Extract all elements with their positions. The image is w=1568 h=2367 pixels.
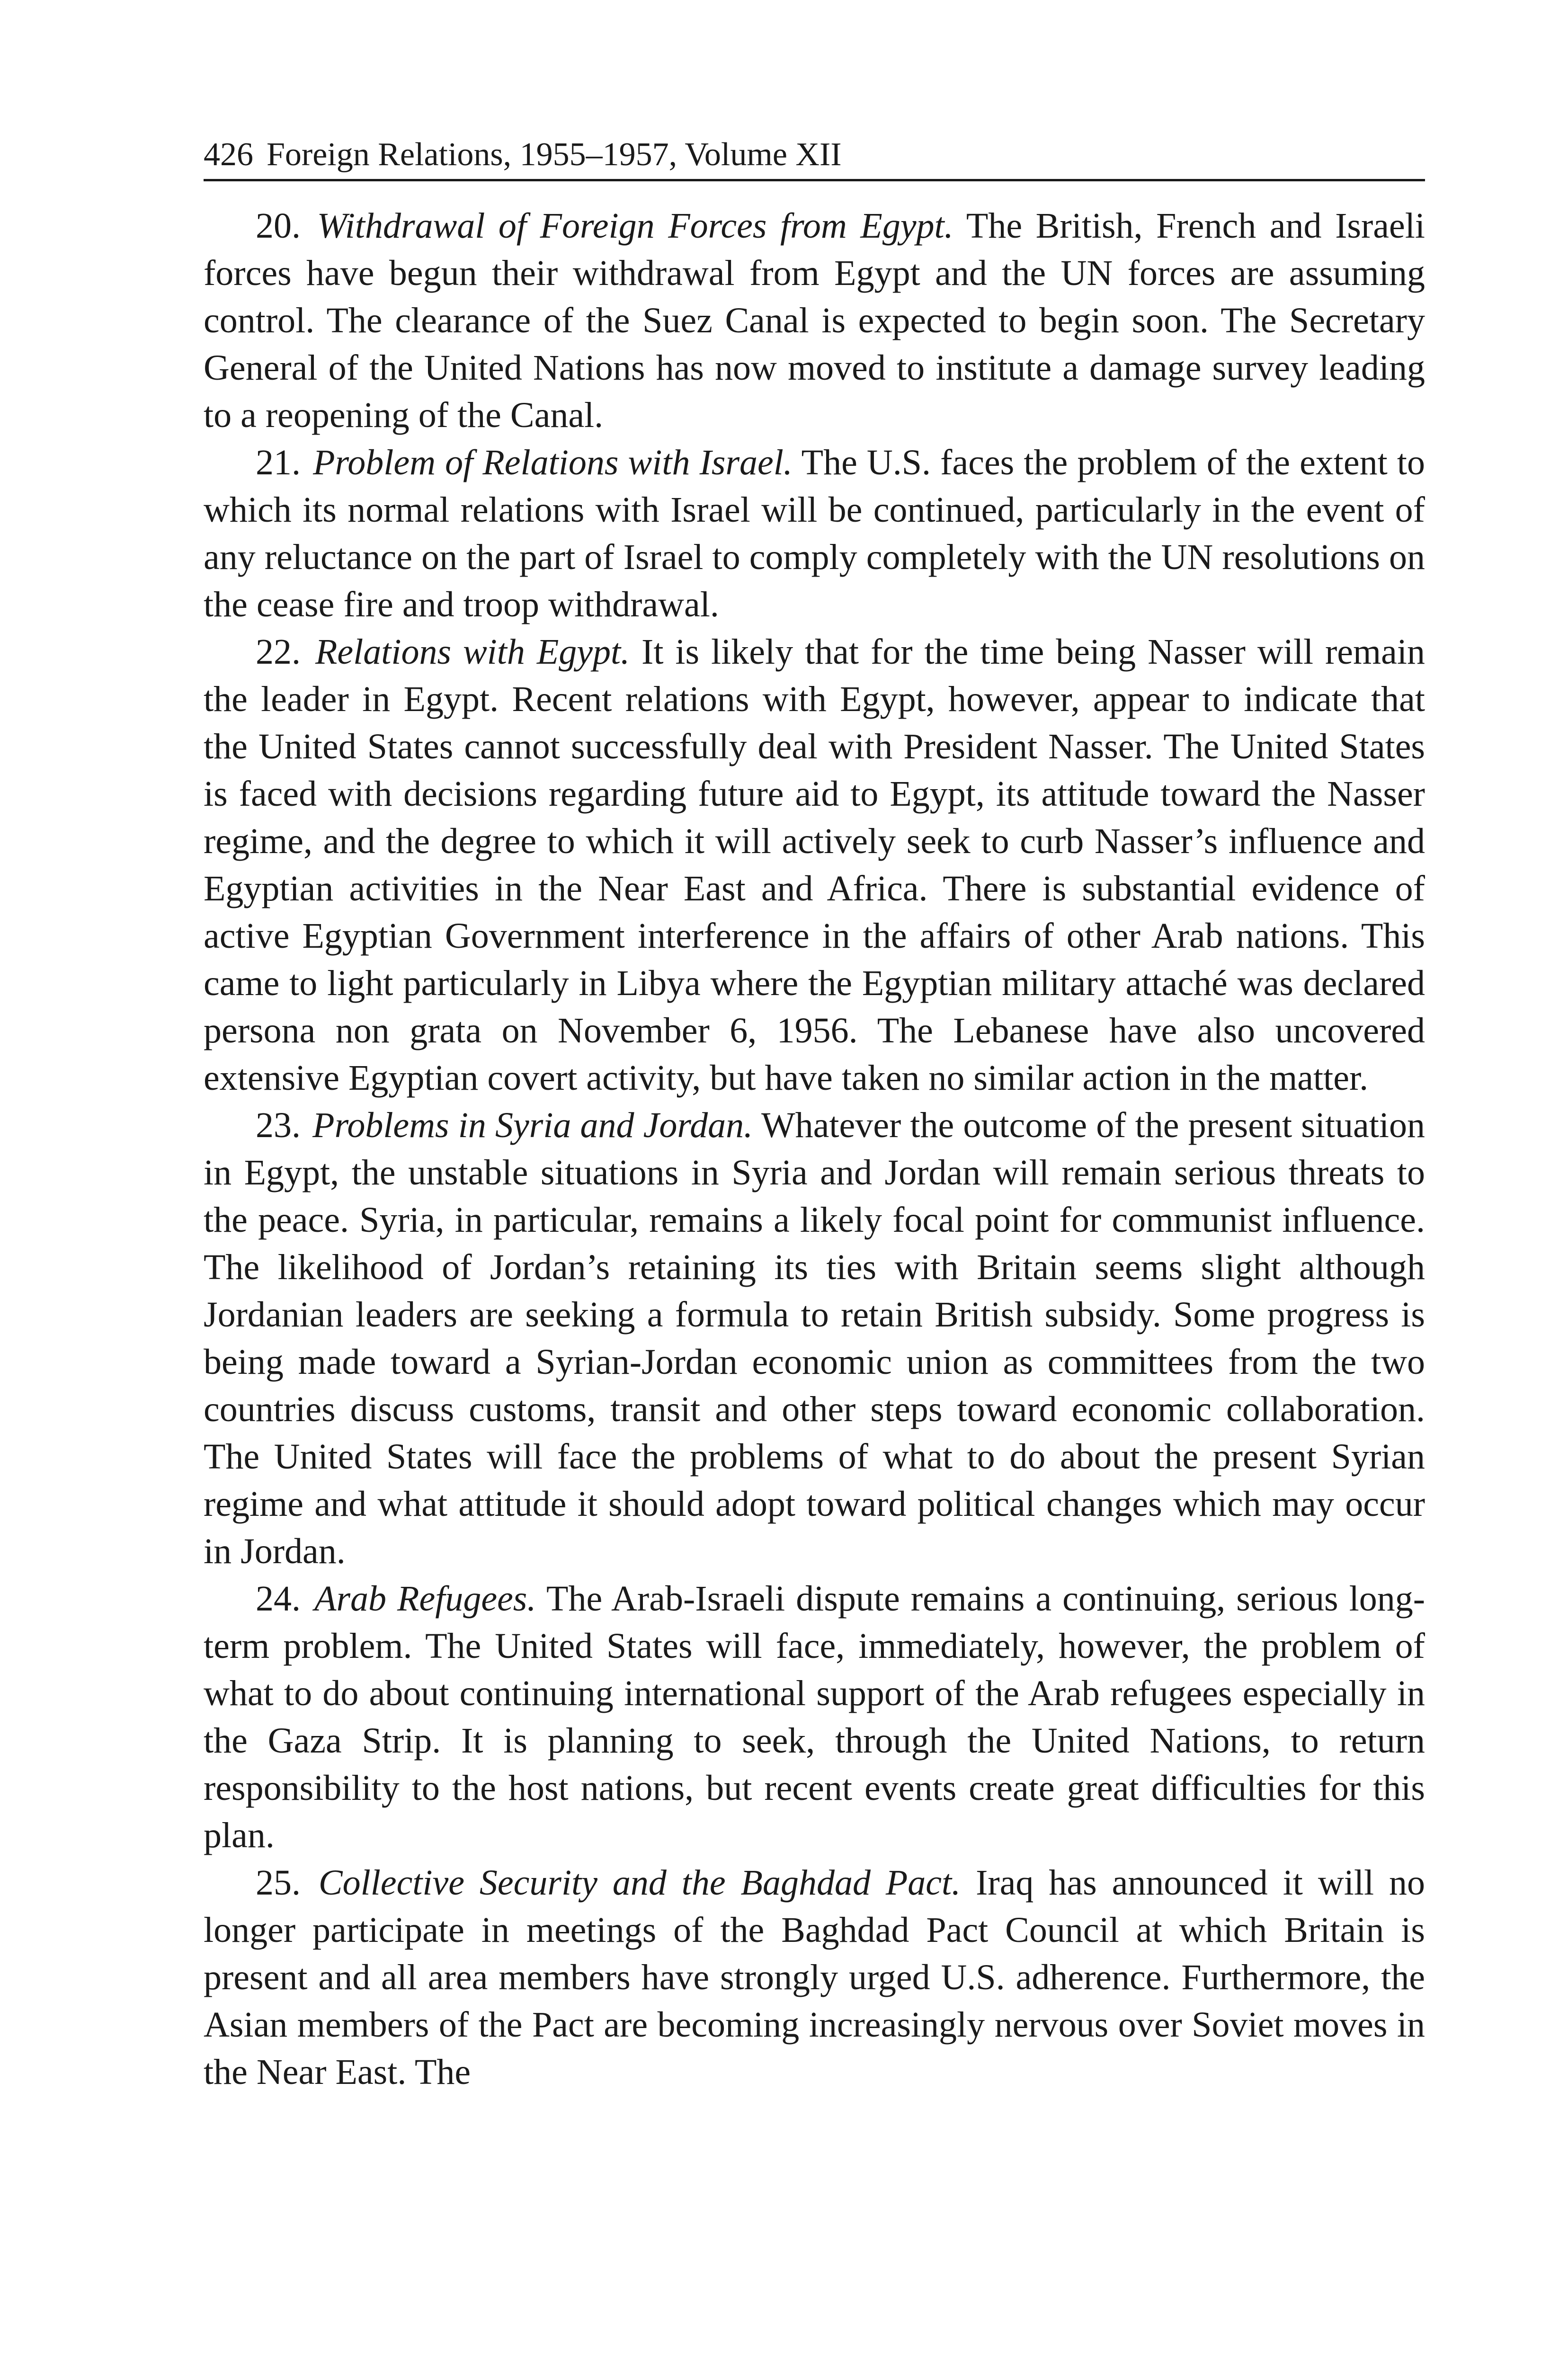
paragraph-text: The British, French and Israeli forces have begun their withdrawal from Egypt and the UN forces are assuming control. The clearance of the Suez Canal is expected to begin soon. The Secretary General of the United Nations has now moved to institute a damage survey leading to a reopening of the Canal.: [204, 205, 1425, 435]
paragraph-text: Iraq has announced it will no longer participate in meetings of the Baghdad Pact Council at which Britain is present and all area members have strongly urged U.S. adherence. Furthermore, the Asian members of the Pact are becoming increasingly nervous over Soviet moves in the Near East. The: [204, 1862, 1425, 2092]
paragraph-text: It is likely that for the time being Nasser will remain the leader in Egypt. Recent relations with Egypt, however, appear to indicate that the United States cannot successfully deal with President Nasser. The United States is faced with decisions regarding future aid to Egypt, its attitude toward the Nasser regime, and the degree to which it will actively seek to curb Nasser’s influence and Egyptian activities in the Near East and Africa. There is substantial evidence of active Egyptian Government interference in the affairs of other Arab nations. This came to light particularly in Libya where the Egyptian military attaché was declared persona non grata on November 6, 1956. The Lebanese have also uncovered extensive Egyptian covert activity, but have taken no similar action in the matter.: [204, 632, 1425, 1098]
paragraph-23: [204, 1102, 1425, 1575]
paragraph-25: [204, 1859, 1425, 2096]
paragraph-text: The Arab-Israeli dispute remains a continuing, serious long-term problem. The United States will face, immediately, however, the problem of what to do about continuing international support of the Arab refugees especially in the Gaza Strip. It is planning to seek, through the United Nations, to return responsibility to the host nations, but recent events create great difficulties for this plan.: [204, 1578, 1425, 1855]
paragraph-22: [204, 628, 1425, 1102]
page-number: 426: [204, 136, 253, 173]
paragraph-number: 23.: [256, 1105, 301, 1145]
paragraph-heading: Problems in Syria and Jordan.: [312, 1105, 753, 1145]
document-page: [204, 137, 1425, 2096]
paragraph-number: 20.: [256, 205, 301, 246]
paragraph-21: [204, 439, 1425, 628]
paragraph-number: 22.: [256, 632, 301, 672]
running-header: [204, 137, 1425, 181]
paragraph-text: The U.S. faces the problem of the extent to which its normal relations with Israel will be continued, particularly in the event of any reluctance on the part of Israel to comply completely with the UN resolutions on the cease fire and troop withdrawal.: [204, 442, 1425, 624]
paragraph-heading: Withdrawal of Foreign Forces from Egypt.: [317, 205, 953, 246]
paragraph-number: 24.: [256, 1578, 301, 1619]
paragraph-heading: Collective Security and the Baghdad Pact.: [318, 1862, 961, 1903]
paragraph-heading: Problem of Relations with Israel.: [313, 442, 793, 482]
volume-title: Foreign Relations, 1955–1957, Volume XII: [267, 136, 842, 173]
paragraph-24: [204, 1575, 1425, 1859]
paragraph-20: [204, 202, 1425, 439]
paragraph-heading: Relations with Egypt.: [315, 632, 630, 672]
paragraph-number: 25.: [256, 1862, 301, 1903]
paragraph-heading: Arab Refugees.: [314, 1578, 536, 1619]
paragraph-number: 21.: [256, 442, 301, 482]
paragraph-text: Whatever the outcome of the present situation in Egypt, the unstable situations in Syria and Jordan will remain serious threats to the peace. Syria, in particular, remains a likely focal point for communist influence. The likelihood of Jordan’s retaining its ties with Britain seems slight although Jordanian leaders are seeking a formula to retain British subsidy. Some progress is being made toward a Syrian-Jordan economic union as committees from the two countries discuss customs, transit and other steps toward economic collaboration. The United States will face the problems of what to do about the present Syrian regime and what attitude it should adopt toward political changes which may occur in Jordan.: [204, 1105, 1425, 1571]
document-body: [204, 202, 1425, 2096]
